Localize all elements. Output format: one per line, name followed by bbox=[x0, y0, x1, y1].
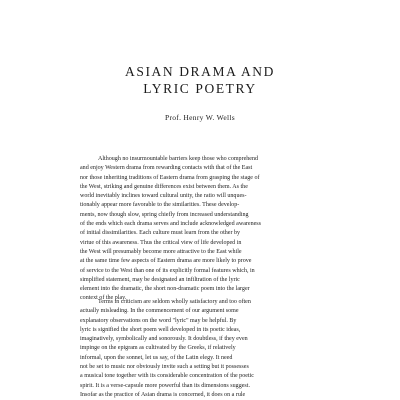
text-line: impinge on the epigram as cultivated by the Greeks, if relatively bbox=[80, 345, 236, 352]
text-line: ments, now though slow, spring chiefly from increased understanding bbox=[80, 211, 249, 218]
text-line: Terms in criticism are seldom wholly satisfactory and too often bbox=[98, 299, 251, 305]
text-line: simplified statement, may be designated an infiltration of the lyric bbox=[80, 276, 240, 283]
text-line: imaginatively, symbolically and sonorously. It doubtless, if they even bbox=[80, 336, 248, 343]
text-line: the West will presumably become more attractive to the East while bbox=[80, 248, 242, 255]
body-paragraph-2 bbox=[80, 298, 400, 400]
text-line: virtue of this awareness. Thus the critical view of life developed in bbox=[80, 239, 242, 246]
text-line: context of the play. bbox=[80, 295, 127, 302]
text-line: Insofar as the practice of Asian drama is concerned, it does on a rule bbox=[80, 391, 246, 398]
text-line: and enjoy Western drama from rewarding contacts with that of the East bbox=[80, 165, 253, 172]
text-line: a musical tone together with its considerable concentration of the poetic bbox=[80, 373, 254, 380]
article-title-line-2: LYRIC POETRY bbox=[143, 81, 257, 96]
text-line: world inevitably inclines toward cultural unity, the ratio will unques- bbox=[80, 193, 247, 200]
text-line: Although no insurmountable barriers keep those who comprehend bbox=[98, 156, 259, 162]
text-line: of initial dissimilarities. Each culture must learn from the other by bbox=[80, 230, 241, 237]
body-paragraph-1 bbox=[80, 155, 400, 304]
text-line: the West, striking and genuine differences exist between them. As the bbox=[80, 183, 248, 190]
text-line: at the same time few aspects of Eastern drama are more likely to prove bbox=[80, 258, 252, 265]
text-line: explanatory observations on the word "lyric" may be helpful. By bbox=[80, 317, 237, 324]
text-line: of the ends which each drama serves and include acknowledged awareness bbox=[80, 221, 261, 228]
text-line: lyric is signified the short poem well developed in its poetic ideas, bbox=[80, 326, 241, 333]
text-line: not be set to music nor obviously invite such a setting but it possesses bbox=[80, 364, 249, 371]
text-line: tionably appear more favorable to the similarities. These develop- bbox=[80, 202, 240, 209]
author-byline: Prof. Henry W. Wells bbox=[164, 113, 236, 122]
text-line: element into the dramatic, the short non-dramatic poem into the larger bbox=[80, 286, 250, 293]
text-line: nor those inheriting traditions of Eastern drama from grasping the stage of bbox=[80, 174, 260, 181]
text-line: informal, upon the sonnet, let us say, of the Latin elegy. It need bbox=[80, 354, 233, 361]
text-line: of service to the West than one of its explicitly formal features which, in bbox=[80, 267, 255, 274]
text-line: spirit. It is a verse-capsule more powerful than its dimensions suggest. bbox=[80, 382, 250, 389]
article-title-line-1: ASIAN DRAMA AND bbox=[124, 64, 275, 79]
text-line: actually misleading. In the commencement of our argument some bbox=[80, 308, 239, 315]
